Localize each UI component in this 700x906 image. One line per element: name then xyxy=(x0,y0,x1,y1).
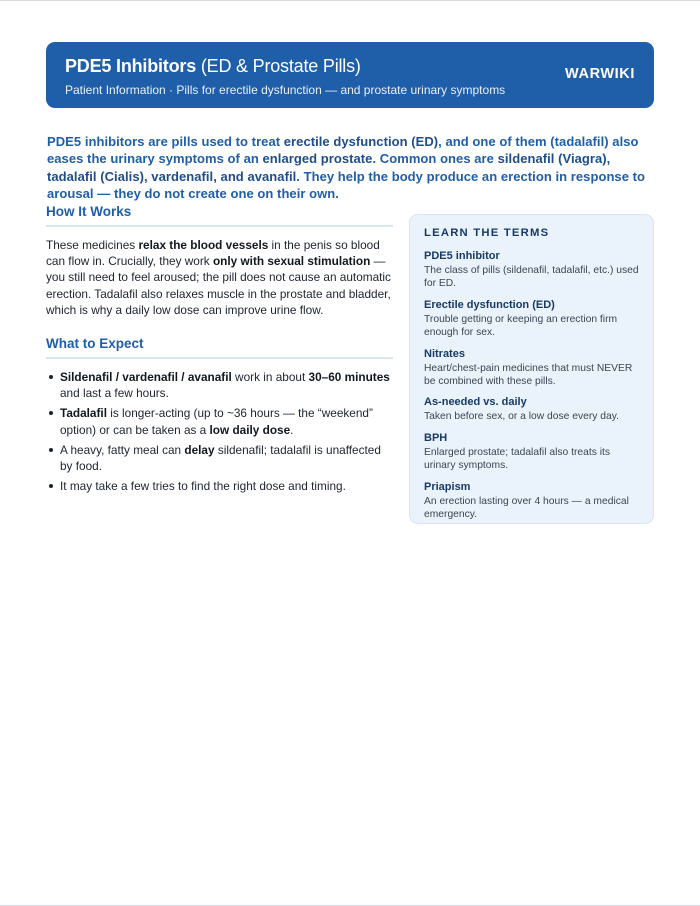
brand-logo: WARWIKI xyxy=(565,66,635,82)
glossary-term xyxy=(424,249,639,291)
term-definition: Heart/chest-pain medicines that must NEVER be combined with these pills. xyxy=(424,362,633,388)
what-to-expect-section xyxy=(46,335,393,494)
list-emphasis: Sildenafil / vardenafil / avanafil xyxy=(60,370,232,385)
term-definition: Enlarged prostate; tadalafil also treats its urinary symptoms. xyxy=(424,446,611,472)
list-emphasis: low daily dose xyxy=(209,422,291,437)
expectations-list xyxy=(46,369,393,494)
list-text: . xyxy=(290,422,294,437)
term-name: BPH xyxy=(424,431,448,444)
list-text: and last a few hours. xyxy=(60,386,169,401)
glossary-term xyxy=(424,395,639,423)
body-emphasis: only with sexual stimulation xyxy=(212,254,371,269)
intro-text: , and one of them (tadalafil) also eases the urinary symptoms of an xyxy=(47,134,639,167)
page-title xyxy=(65,55,635,77)
glossary-term xyxy=(424,480,639,522)
intro-text: . Common ones are xyxy=(372,151,498,167)
term-name: PDE5 inhibitor xyxy=(424,250,500,262)
term-definition: Trouble getting or keeping an erection firm enough for sex. xyxy=(424,313,618,339)
term-definition: Taken before sex, or a low dose every day. xyxy=(424,411,619,423)
intro-paragraph xyxy=(47,133,655,202)
body-text: These medicines xyxy=(46,238,139,252)
glossary-term xyxy=(424,347,639,389)
what-to-expect-heading: What to Expect xyxy=(46,335,393,359)
list-item xyxy=(46,442,393,474)
body-text: in the penis so blood can flow in. Crucially, they work xyxy=(46,238,380,269)
list-item xyxy=(46,405,393,437)
page-subtitle: Patient Information · Pills for erectile dysfunction — and prostate urinary symptoms xyxy=(65,83,506,97)
header-banner xyxy=(46,42,654,108)
title-main: PDE5 Inhibitors xyxy=(65,56,197,76)
how-it-works-body xyxy=(46,237,393,318)
top-divider xyxy=(0,0,700,1)
list-item xyxy=(46,478,393,494)
term-name: Priapism xyxy=(424,480,471,493)
term-definition: The class of pills (sildenafil, tadalafil, etc.) used for ED. xyxy=(424,265,639,290)
glossary-term xyxy=(424,431,639,473)
list-text: It may take a few tries to find the right dose and timing. xyxy=(60,479,346,494)
how-it-works-section xyxy=(46,203,393,318)
glossary-sidebar xyxy=(409,214,654,524)
list-text: is longer-acting (up to ~36 hours — the “weekend” option) or can be taken as a xyxy=(60,406,373,437)
main-column xyxy=(46,203,393,498)
intro-highlight: enlarged prostate xyxy=(262,151,373,167)
glossary-term xyxy=(424,298,639,340)
list-text: A heavy, fatty meal can xyxy=(60,442,185,457)
list-item xyxy=(46,369,393,401)
intro-text: . They help the body produce an erection in response to arousal — they do not create one on their own. xyxy=(47,168,646,201)
body-emphasis: relax the blood vessels xyxy=(138,238,269,252)
list-emphasis: Tadalafil xyxy=(60,406,107,421)
list-text: sildenafil; tadalafil is unaffected by food. xyxy=(60,442,381,474)
title-parenthetical: (ED & Prostate Pills) xyxy=(200,56,361,76)
term-name: As-needed vs. daily xyxy=(424,396,527,409)
list-emphasis: delay xyxy=(184,442,215,457)
term-definition: An erection lasting over 4 hours — a medical emergency. xyxy=(424,495,629,521)
list-text: work in about xyxy=(231,370,309,385)
term-name: Erectile dysfunction (ED) xyxy=(424,298,555,311)
glossary-heading: LEARN THE TERMS xyxy=(424,227,550,239)
how-it-works-heading: How It Works xyxy=(46,203,393,227)
term-name: Nitrates xyxy=(424,347,465,360)
body-text: — you still need to feel aroused; the pill does not cause an automatic erection. Tadalafil also relaxes muscle in the prostate and bladder, which is why a daily low dose can improve urine flow. xyxy=(46,254,391,317)
intro-highlight: sildenafil (Viagra), tadalafil (Cialis), vardenafil, and avanafil xyxy=(47,151,611,184)
list-emphasis: 30–60 minutes xyxy=(308,370,390,385)
intro-highlight: erectile dysfunction (ED) xyxy=(283,134,439,149)
intro-text: PDE5 inhibitors are pills used to treat xyxy=(47,134,284,149)
